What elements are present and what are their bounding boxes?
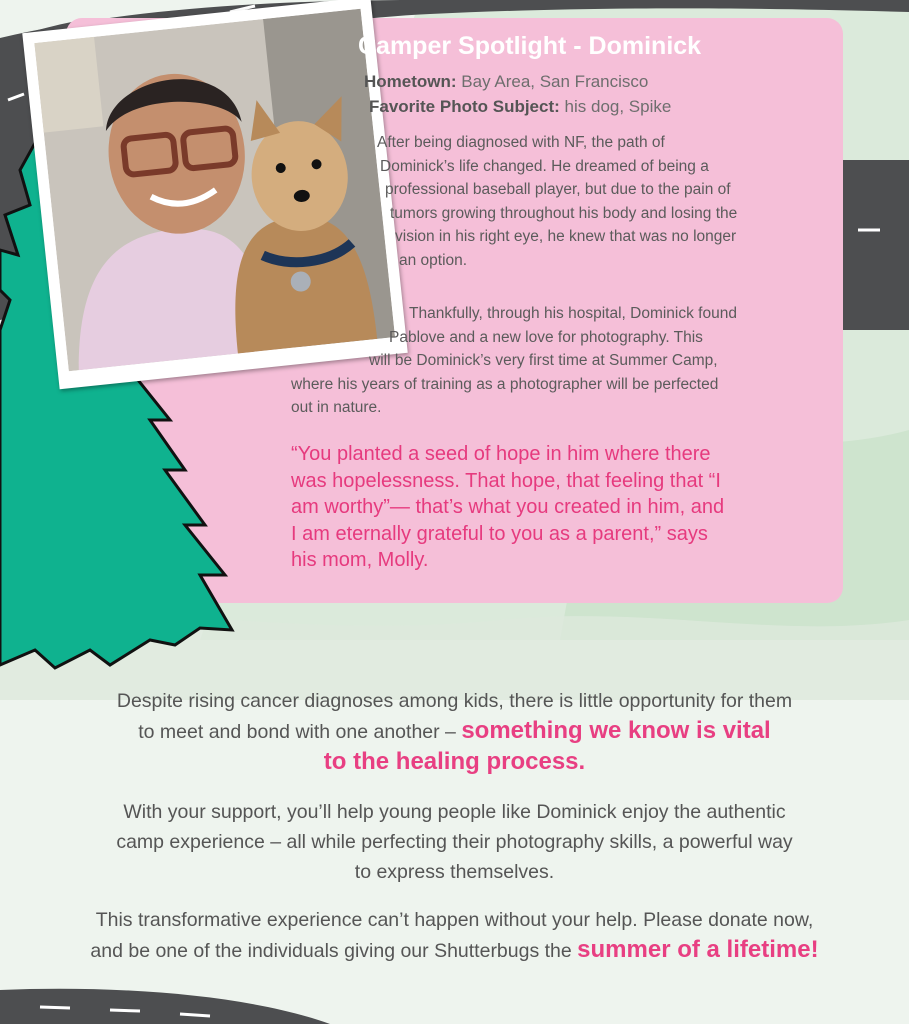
favorite-subject-value: his dog, Spike	[564, 97, 672, 116]
quote-line: I am eternally grateful to you as a parent,” says	[291, 522, 708, 545]
quote-line: was hopelessness. That hope, that feeling that “I	[291, 469, 721, 492]
appeal-line	[0, 716, 909, 747]
donate-call-to-action: summer of a lifetime!	[577, 936, 819, 963]
appeal-highlight: to the healing process.	[323, 748, 586, 775]
appeal-line: With your support, you’ll help young people like Dominick enjoy the authentic	[123, 801, 786, 823]
appeal-paragraph-1	[0, 686, 909, 777]
hometown-label: Hometown:	[364, 72, 457, 91]
story-line: Thankfully, through his hospital, Dominick found	[409, 305, 737, 322]
appeal-paragraph-2	[0, 797, 909, 887]
favorite-subject-label: Favorite Photo Subject:	[369, 97, 560, 116]
spotlight-title: Camper Spotlight - Dominick	[358, 32, 702, 60]
story-line: tumors growing throughout his body and losing the	[390, 204, 738, 222]
appeal-highlight: something we know is vital	[461, 717, 771, 744]
appeal-line	[0, 935, 909, 966]
hometown-value: Bay Area, San Francisco	[461, 72, 649, 91]
parent-quote	[291, 441, 724, 574]
story-line: where his years of training as a photographer will be perfected	[291, 375, 719, 393]
favorite-subject-line	[369, 97, 671, 117]
story-line: Dominick’s life changed. He dreamed of being a	[380, 157, 709, 175]
appeal-line: This transformative experience can’t happen without your help. Please donate now,	[95, 909, 814, 931]
appeal-paragraph-3	[0, 905, 909, 966]
appeal-line: camp experience – all while perfecting their photography skills, a powerful way	[116, 831, 793, 853]
appeal-line: to express themselves.	[354, 861, 555, 883]
story-line: will be Dominick’s very first time at Summer Camp,	[369, 352, 718, 369]
story-line: professional baseball player, but due to the pain of	[385, 181, 731, 198]
quote-line: his mom, Molly.	[291, 549, 429, 571]
story-line: After being diagnosed with NF, the path of	[377, 134, 665, 151]
appeal-plain-text: to meet and bond with one another –	[138, 721, 462, 743]
story-line: out in nature.	[291, 399, 382, 416]
appeal-plain-text: and be one of the individuals giving our Shutterbugs the	[90, 940, 578, 962]
story-line: Pablove and a new love for photography. This	[389, 328, 703, 346]
quote-line: am worthy”— that’s what you created in him, and	[291, 496, 725, 518]
story-paragraph-2	[291, 302, 737, 420]
story-paragraph-1	[377, 131, 737, 272]
quote-line: “You planted a seed of hope in him where there	[291, 443, 711, 465]
story-line: an option.	[399, 251, 468, 269]
story-line: vision in his right eye, he knew that was no longer	[395, 228, 737, 245]
hometown-line	[364, 72, 648, 92]
appeal-line: Despite rising cancer diagnoses among kids, there is little opportunity for them	[116, 690, 793, 712]
